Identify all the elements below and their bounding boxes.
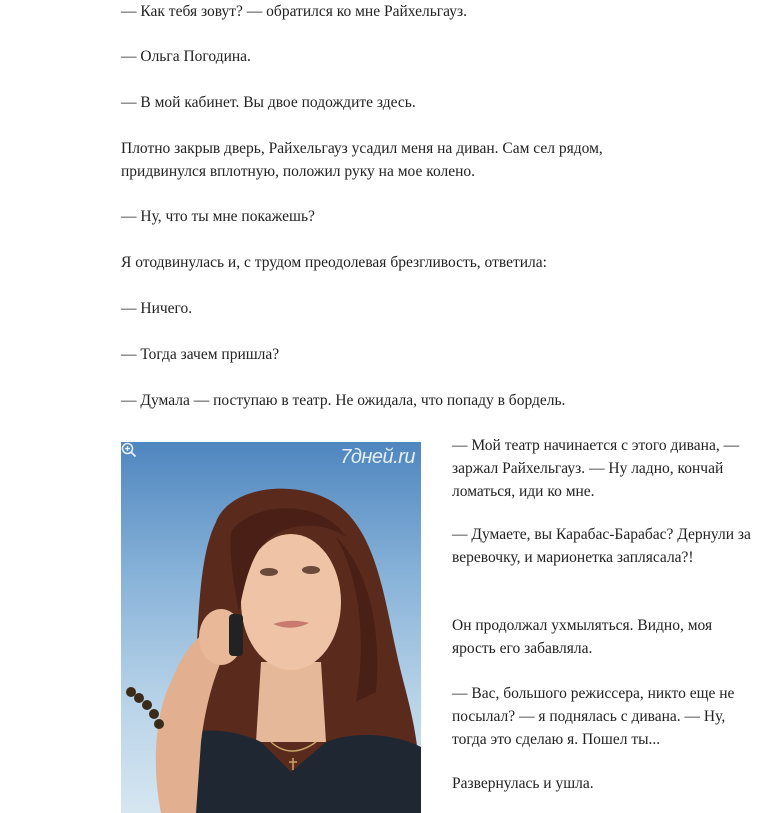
side-paragraph: — Вас, большого режиссера, никто еще не посылал? — я поднялась с дивана. — Ну, тогда это сделаю я. Пошел ты...: [452, 685, 735, 748]
article-paragraph: — Ольга Погодина.: [121, 48, 251, 65]
side-paragraph: Он продолжал ухмыляться. Видно, моя ярость его забавляла.: [452, 617, 713, 657]
article-paragraph: — Думала — поступаю в театр. Не ожидала, что попаду в бордель.: [121, 392, 566, 409]
photo-watermark: 7дней.ru: [340, 446, 415, 468]
side-paragraph: — Думаете, вы Карабас-Барабас? Дернули за веревочку, и марионетка заплясала?!: [452, 526, 751, 566]
magnifier-plus-icon[interactable]: [121, 442, 137, 458]
article-paragraph: — Как тебя зовут? — обратился ко мне Райхельгауз.: [121, 3, 467, 20]
article-photo[interactable]: [121, 442, 421, 813]
article-paragraph: — Тогда зачем пришла?: [121, 346, 280, 363]
article-paragraph: Я отодвинулась и, с трудом преодолевая брезгливость, ответила:: [121, 254, 547, 271]
side-paragraph: Развернулась и ушла.: [452, 775, 594, 792]
article-paragraph: — В мой кабинет. Вы двое подождите здесь.: [121, 94, 416, 111]
article-paragraph: Плотно закрыв дверь, Райхельгауз усадил меня на диван. Сам сел рядом, придвинулся вплотную, положил руку на мое колено.: [121, 140, 603, 180]
article-paragraph: — Ничего.: [121, 300, 193, 317]
article-paragraph: — Ну, что ты мне покажешь?: [121, 208, 315, 225]
side-paragraph: — Мой театр начинается с этого дивана, — заржал Райхельгауз. — Ну ладно, кончай ломаться, иди ко мне.: [452, 437, 740, 500]
woman-portrait-illustration: [121, 442, 421, 813]
